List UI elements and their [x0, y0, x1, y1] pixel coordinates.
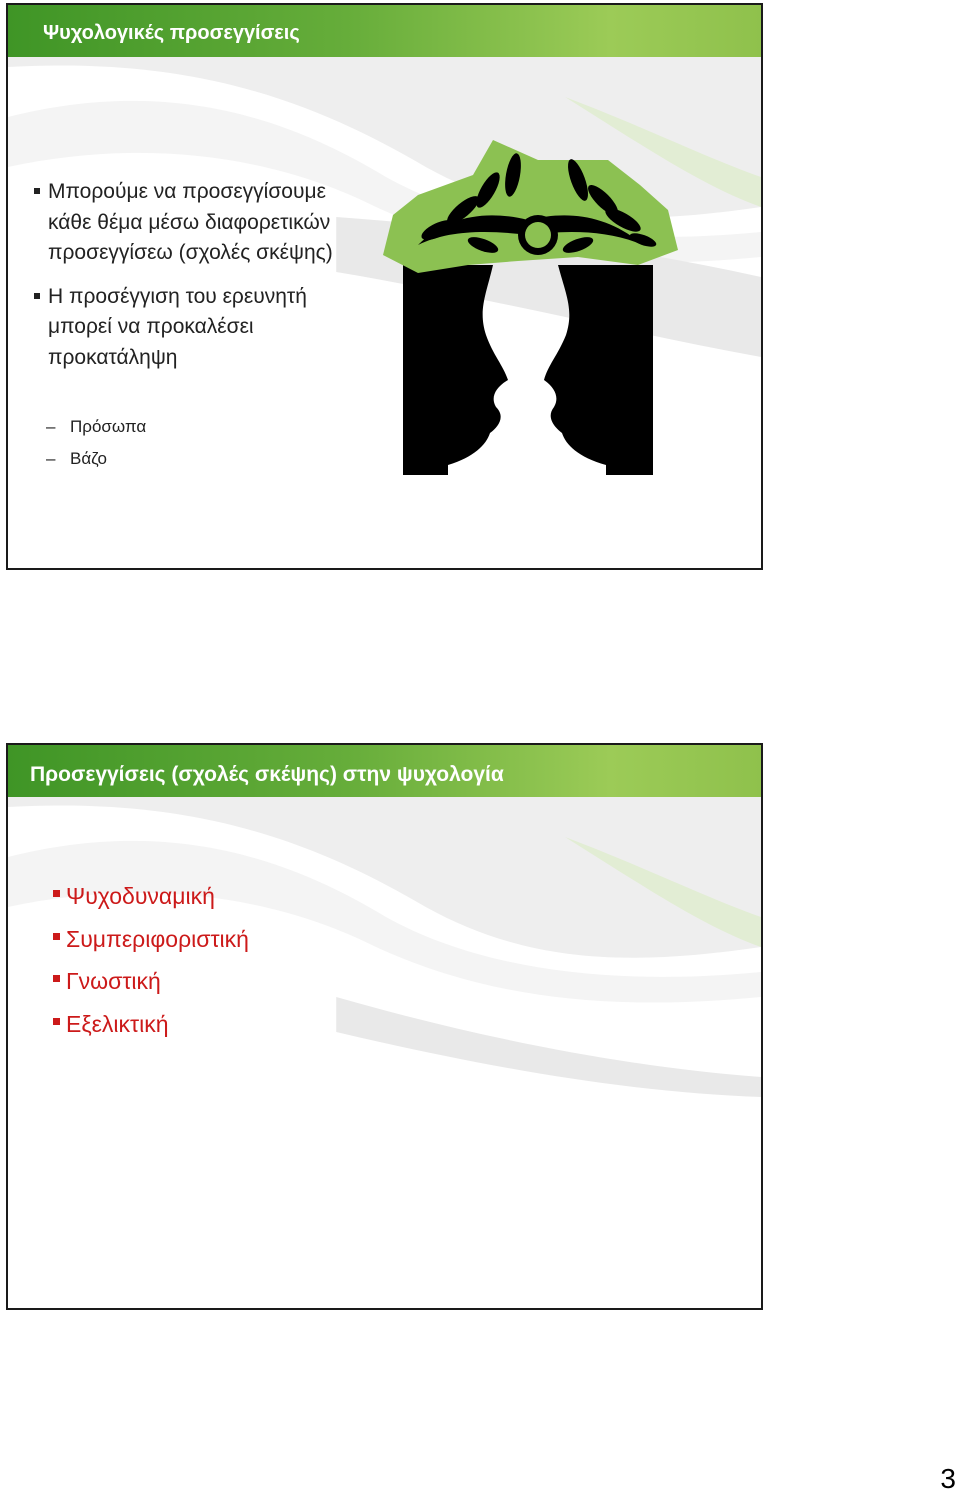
bullet-item: Η προσέγγιση του ερευνητή μπορεί να προκαλέσει προκατάληψη [34, 282, 374, 374]
bullet-item: Συμπεριφοριστική [53, 918, 249, 961]
slide-1 [6, 3, 763, 570]
bullet-item: Γνωστική [53, 960, 249, 1003]
page-number: 3 [940, 1463, 956, 1494]
sub-bullet-list [46, 411, 146, 475]
slide-2 [6, 743, 763, 1310]
sub-bullet-item: – Βάζο [46, 443, 146, 475]
bullet-item: Εξελικτική [53, 1003, 249, 1046]
slide-title: Ψυχολογικές προσεγγίσεις [43, 22, 300, 44]
bullet-item: Μπορούμε να προσεγγίσουμε κάθε θέμα μέσω διαφορετικών προσεγγίσεω (σχολές σκέψης) [34, 177, 374, 269]
bullet-item: Ψυχοδυναμική [53, 875, 249, 918]
slide-header [8, 745, 761, 797]
slide-title: Προσεγγίσεις (σχολές σκέψης) στην ψυχολογία [30, 763, 504, 786]
faces-vase-illusion-image [378, 135, 678, 480]
sub-bullet-item: – Πρόσωπα [46, 411, 146, 443]
slide-header [8, 5, 761, 57]
bullet-list [34, 177, 374, 386]
bullet-list [53, 875, 249, 1045]
